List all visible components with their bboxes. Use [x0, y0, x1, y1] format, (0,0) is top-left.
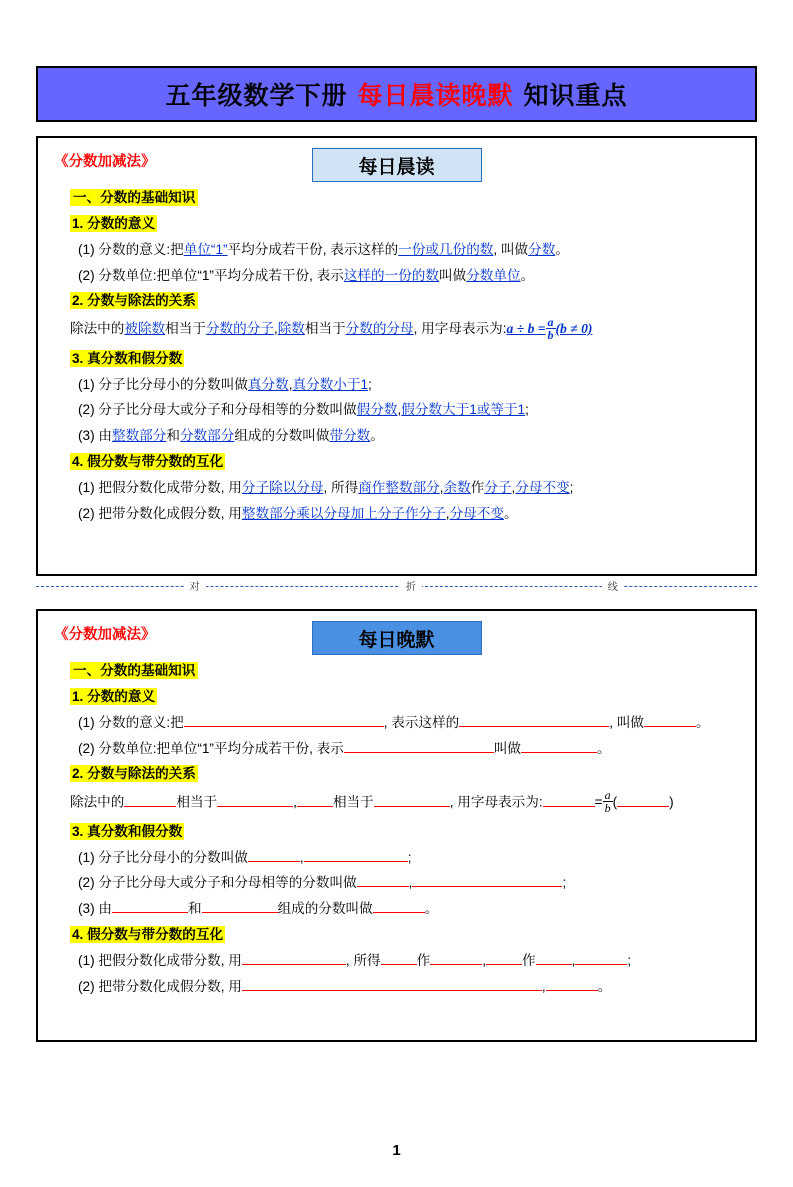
evening-g2-line1: 除法中的 相当于 , 相当于 , 用字母表示为: = $\frac{a}{b}$ ( ) — [70, 788, 674, 816]
evening-mode-tag: 每日晚默 — [312, 621, 482, 655]
answer-blank[interactable] — [536, 951, 572, 965]
answer-blank[interactable] — [617, 793, 669, 807]
answer-blank[interactable] — [357, 873, 409, 887]
answer-blank[interactable] — [344, 739, 494, 753]
evening-g4-line1: (1) 把假分数化成带分数, 用 , 所得 作 , 作 , ; — [78, 952, 632, 968]
evening-content — [52, 661, 741, 997]
fraction-division-formula: a ÷ b = $\frac{a}{b}$ (b ≠ 0) — [506, 315, 593, 343]
evening-g3-line1: (1) 分子比分母小的分数叫做 , ; — [78, 849, 412, 865]
morning-g1-line2: (2) 分数单位:把单位“1”平均分成若干份, 表示这样的一份的数叫做分数单位。 — [78, 267, 535, 283]
morning-g3-line1: (1) 分子比分母小的分数叫做真分数,真分数小于1; — [78, 376, 372, 392]
fold-label-1: 对 — [184, 578, 206, 593]
morning-mode-tag: 每日晨读 — [312, 148, 482, 182]
evening-g4-title: 4. 假分数与带分数的互化 — [72, 927, 224, 943]
morning-chapter-label: 《分数加减法》 — [54, 154, 156, 170]
page-number: 1 — [392, 1142, 401, 1159]
answer-blank[interactable] — [412, 873, 562, 887]
evening-g2-title: 2. 分数与除法的关系 — [72, 766, 196, 782]
answer-blank[interactable] — [430, 951, 482, 965]
morning-heading: 一、分数的基础知识 — [52, 188, 741, 208]
answer-blank[interactable] — [248, 848, 300, 862]
title-highlight: 每日晨读晚默 — [357, 82, 514, 110]
fold-label-2: 折 — [400, 578, 422, 593]
evening-header — [52, 621, 741, 655]
answer-blank[interactable] — [124, 793, 176, 807]
answer-blank[interactable] — [521, 739, 597, 753]
answer-blank[interactable] — [381, 951, 417, 965]
worksheet-page — [0, 66, 793, 1187]
page-title-banner — [36, 66, 757, 122]
answer-blank[interactable] — [304, 848, 408, 862]
morning-g4-title: 4. 假分数与带分数的互化 — [72, 454, 224, 470]
morning-reading-section — [36, 136, 757, 576]
answer-blank[interactable] — [373, 899, 425, 913]
evening-g3-line2: (2) 分子比分母大或分子和分母相等的分数叫做 , ; — [78, 875, 567, 891]
title-right: 知识重点 — [523, 82, 628, 110]
answer-blank[interactable] — [459, 713, 609, 727]
evening-g1-line2: (2) 分数单位:把单位“1”平均分成若干份, 表示 叫做 。 — [78, 740, 611, 756]
evening-heading: 一、分数的基础知识 — [52, 661, 741, 681]
title-left: 五年级数学下册 — [165, 82, 348, 110]
evening-g3-title: 3. 真分数和假分数 — [72, 823, 183, 839]
morning-g3-line2: (2) 分子比分母大或分子和分母相等的分数叫做假分数,假分数大于1或等于1; — [78, 402, 529, 418]
answer-blank[interactable] — [486, 951, 522, 965]
morning-g4-line2: (2) 把带分数化成假分数, 用整数部分乘以分母加上分子作分子,分母不变。 — [78, 505, 518, 521]
answer-blank[interactable] — [217, 793, 293, 807]
answer-blank[interactable] — [575, 951, 627, 965]
answer-blank[interactable] — [184, 713, 384, 727]
answer-blank[interactable] — [242, 977, 542, 991]
morning-g4-line1: (1) 把假分数化成带分数, 用分子除以分母, 所得商作整数部分,余数作分子,分母不变; — [78, 479, 574, 495]
evening-dictation-section — [36, 609, 757, 1042]
morning-g1-title: 1. 分数的意义 — [72, 215, 156, 231]
answer-blank[interactable] — [644, 713, 696, 727]
answer-blank[interactable] — [242, 951, 346, 965]
answer-blank[interactable] — [297, 793, 333, 807]
fold-dash — [36, 586, 757, 587]
morning-g2-line1: 除法中的被除数相当于分数的分子,除数相当于分数的分母, 用字母表示为:a ÷ b = $\frac{a}{b}$ (b ≠ 0) — [70, 315, 593, 343]
fold-label-3: 线 — [602, 578, 624, 593]
evening-g1-line1: (1) 分数的意义:把 , 表示这样的 , 叫做 。 — [78, 714, 710, 730]
answer-blank[interactable] — [112, 899, 188, 913]
evening-chapter-label: 《分数加减法》 — [54, 627, 156, 643]
answer-blank[interactable] — [202, 899, 278, 913]
morning-g1-line1: (1) 分数的意义:把单位“1”平均分成若干份, 表示这样的一份或几份的数, 叫做分数。 — [78, 241, 569, 257]
answer-blank[interactable] — [543, 793, 595, 807]
answer-blank[interactable] — [546, 977, 598, 991]
evening-g4-line2: (2) 把带分数化成假分数, 用 , 。 — [78, 978, 612, 994]
evening-g1-title: 1. 分数的意义 — [72, 688, 156, 704]
morning-content — [52, 188, 741, 524]
fold-line — [36, 576, 757, 596]
evening-g3-line3: (3) 由 和 组成的分数叫做 。 — [78, 901, 439, 917]
morning-g3-title: 3. 真分数和假分数 — [72, 350, 183, 366]
morning-header — [52, 148, 741, 182]
morning-g3-line3: (3) 由整数部分和分数部分组成的分数叫做带分数。 — [78, 428, 384, 444]
answer-blank[interactable] — [374, 793, 450, 807]
morning-g2-title: 2. 分数与除法的关系 — [72, 293, 196, 309]
